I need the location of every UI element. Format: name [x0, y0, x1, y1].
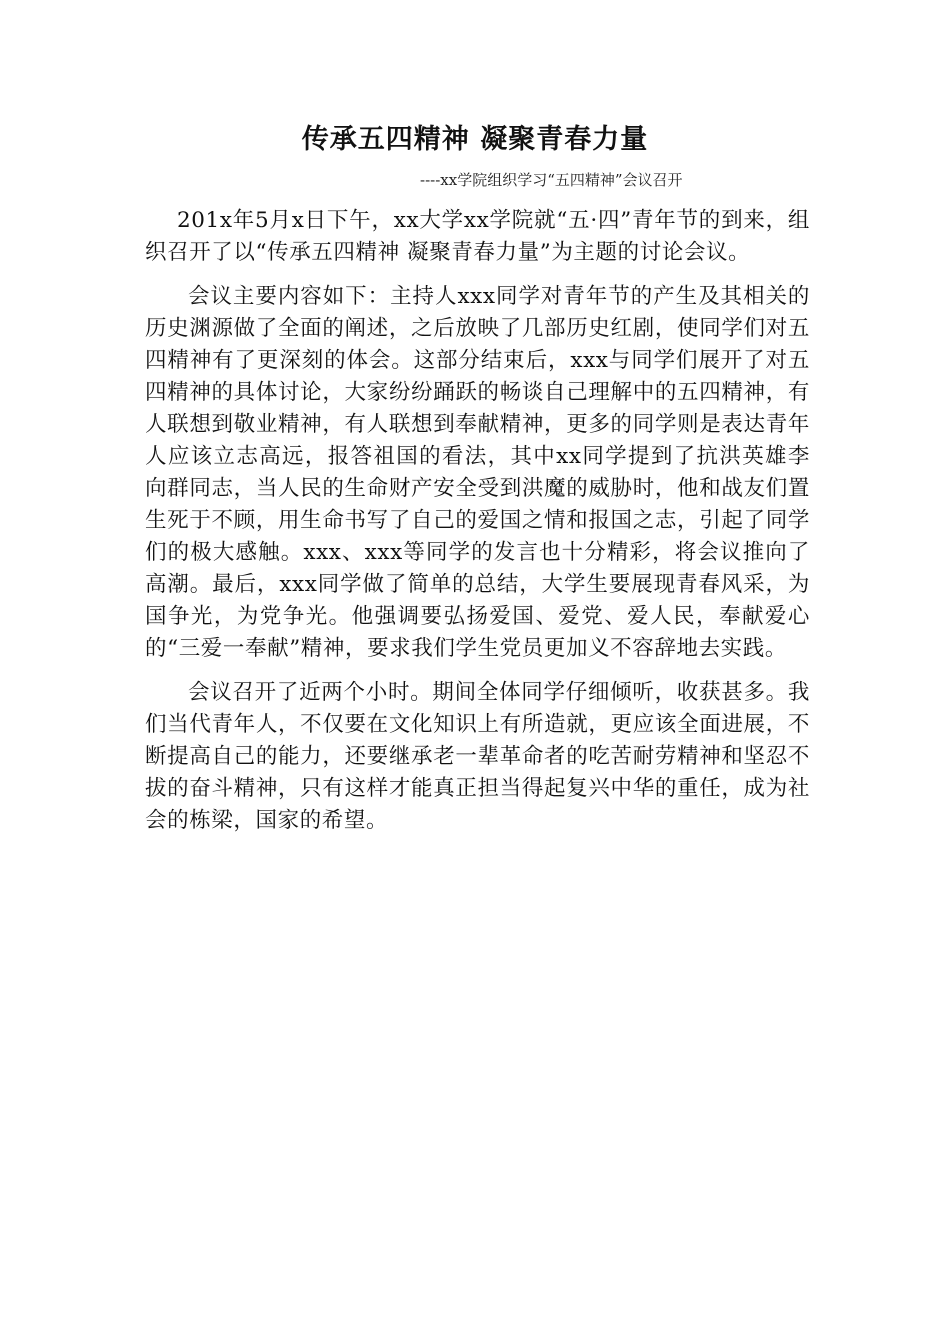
document-title: 传承五四精神 凝聚青春力量	[301, 124, 649, 155]
paragraph-2: 会议主要内容如下：主持人xxx同学对青年节的产生及其相关的历史渊源做了全面的阐述，之后放映了几部历史红剧，使同学们对五四精神有了更深刻的体会。这部分结束后，xxx与同学们展开了对五四精神的具体讨论，大家纷纷踊跃的畅谈自己理解中的五四精神，有人联想到敬业精神，有人联想到奉献精神，更多的同学则是表达青年人应该立志高远，报答祖国的看法，其中xx同学提到了抗洪英雄李向群同志，当人民的生命财产安全受到洪魔的威胁时，他和战友们置生死于不顾，用生命书写了自己的爱国之情和报国之志，引起了同学们的极大感触。xxx、xxx等同学的发言也十分精彩，将会议推向了高潮。最后，xxx同学做了简单的总结，大学生要展现青春风采，为国争光，为党争光。他强调要弘扬爱国、爱党、爱人民，奉献爱心的“三爱一奉献”精神，要求我们学生党员更加义不容辞地去实践。	[145, 284, 810, 661]
document-body	[145, 205, 810, 849]
document-subtitle: ----xx学院组织学习“五四精神”会议召开	[420, 171, 683, 189]
paragraph-1: 201x年5月x日下午，xx大学xx学院就“五·四”青年节的到来，组织召开了以“传承五四精神 凝聚青春力量”为主题的讨论会议。	[145, 208, 810, 265]
paragraph-3: 会议召开了近两个小时。期间全体同学仔细倾听，收获甚多。我们当代青年人，不仅要在文化知识上有所造就，更应该全面进展，不断提高自己的能力，还要继承老一辈革命者的吃苦耐劳精神和坚忍不拔的奋斗精神，只有这样才能真正担当得起复兴中华的重任，成为社会的栋梁，国家的希望。	[145, 680, 810, 833]
